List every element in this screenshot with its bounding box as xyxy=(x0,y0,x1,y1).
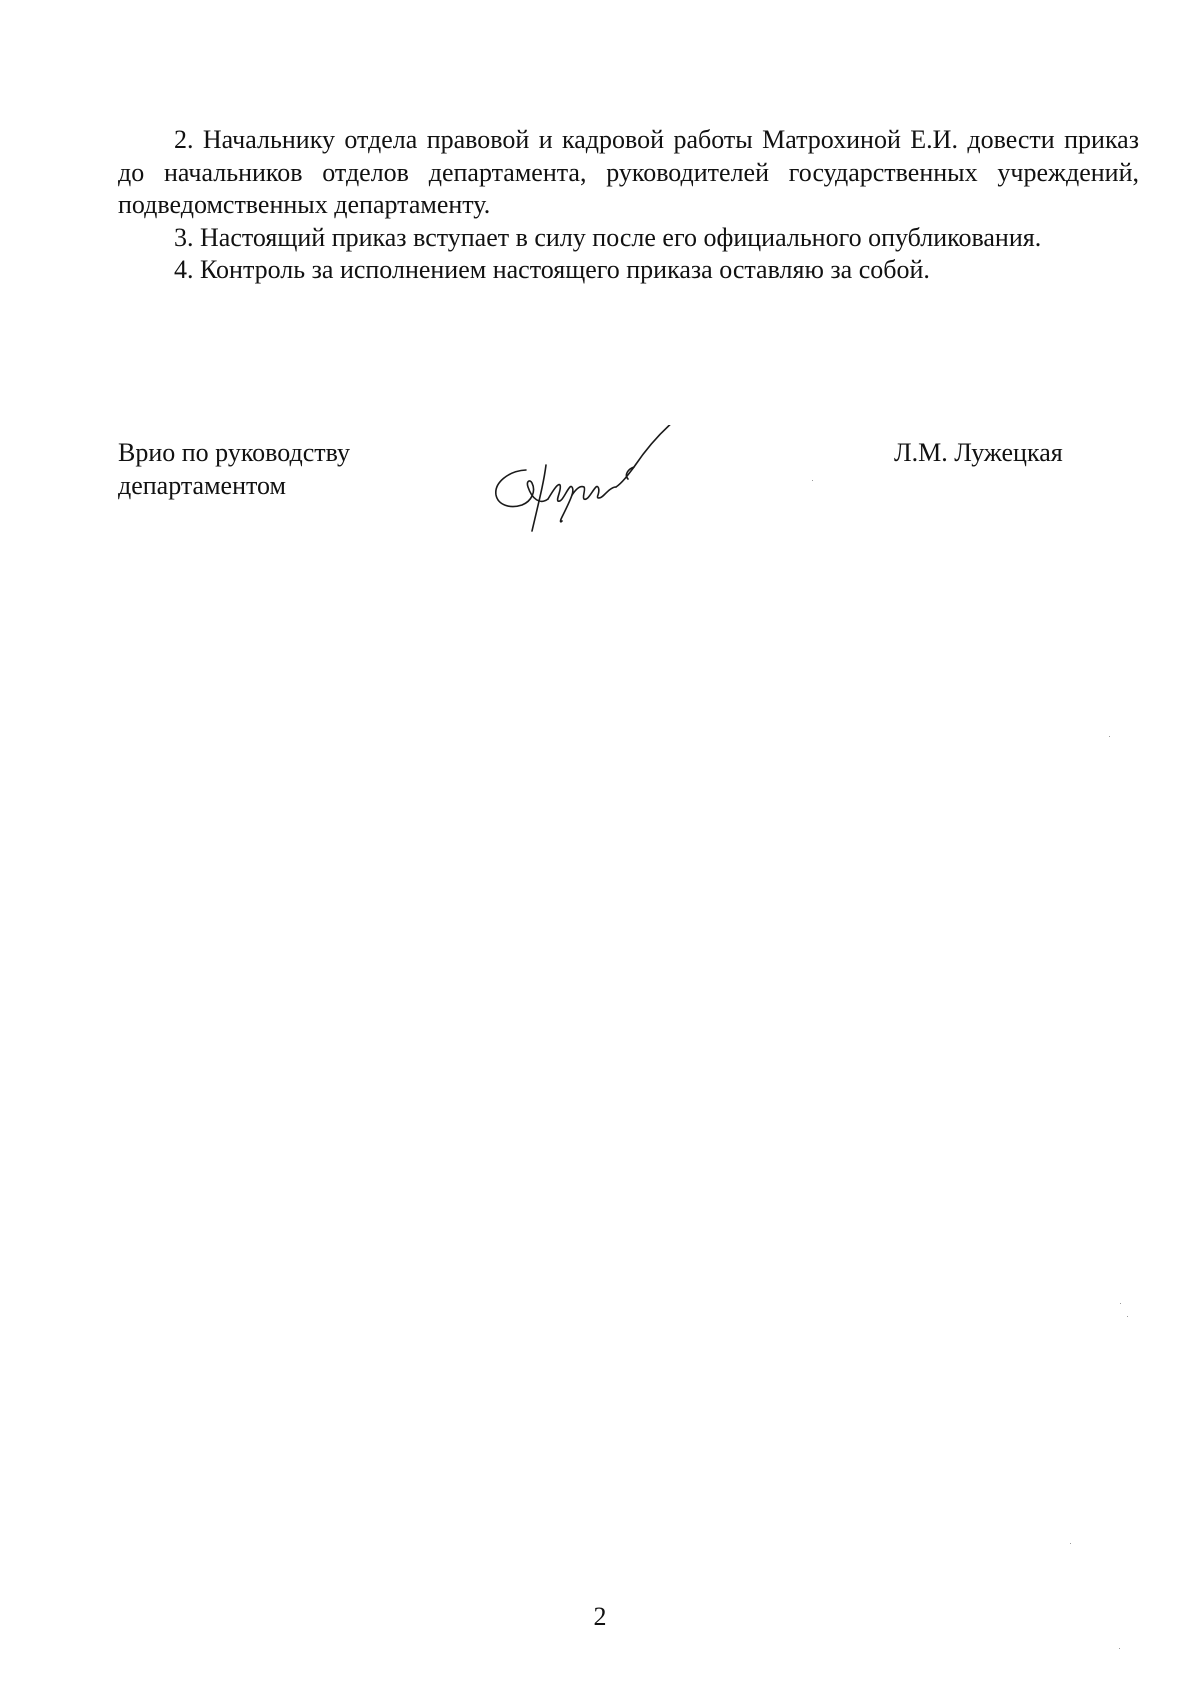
scan-speck xyxy=(1127,1316,1128,1317)
paragraph-item-3: 3. Настоящий приказ вступает в силу после его официального опубликования. xyxy=(174,222,1042,252)
signature-icon xyxy=(488,425,688,560)
scan-speck xyxy=(812,480,813,481)
scan-speck xyxy=(1120,1303,1121,1304)
signatory-position-line-1: Врио по руководству xyxy=(118,438,351,467)
scan-speck xyxy=(1070,1543,1071,1544)
paragraph-item-2: 2. Начальнику отдела правовой и кадровой работы Матрохиной Е.И. довести приказ до начальников отделов департамента, руководителей государственных учреждений, подведомственных департаменту. xyxy=(118,125,1139,219)
document-body xyxy=(118,124,1139,287)
signatory-position xyxy=(118,437,458,502)
paragraph-item-4: 4. Контроль за исполнением настоящего приказа оставляю за собой. xyxy=(174,255,930,284)
signatory-name: Л.М. Лужецкая xyxy=(894,438,1063,467)
scan-speck xyxy=(1109,736,1110,737)
scan-speck xyxy=(1119,1648,1120,1649)
page-number: 2 xyxy=(593,1602,607,1631)
signatory-position-line-2: департаментом xyxy=(118,470,286,500)
